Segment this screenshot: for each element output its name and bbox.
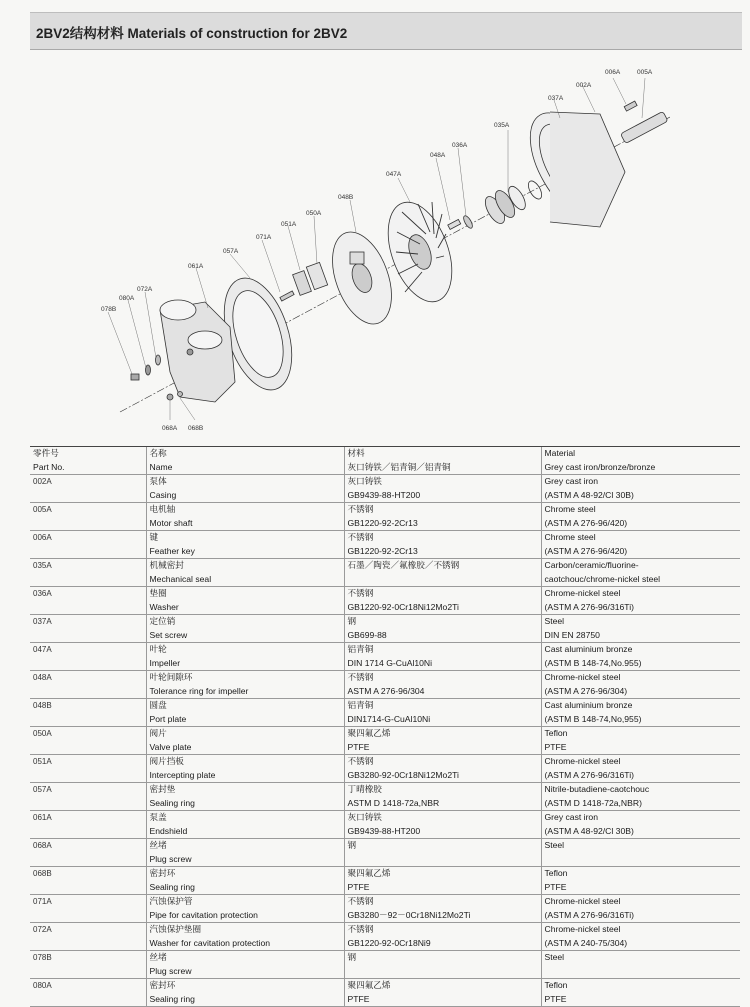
part-no: 071A (33, 897, 52, 906)
part-no-cell (30, 475, 146, 503)
part-no: 006A (33, 533, 52, 542)
material-en-line-2: (ASTM A 48-92/Cl 30B) (544, 825, 634, 836)
material-zh-line-2: ASTM D 1418-72a,NBR (347, 797, 440, 808)
part-no-cell (30, 811, 146, 839)
material-en-line-1: Grey cast iron (544, 476, 598, 486)
material-en-cell (541, 783, 740, 811)
header-material-zh-value: 灰口铸铁／铝青铜／铝青铜 (347, 461, 451, 472)
name-zh: 电机轴 (149, 504, 176, 514)
table-row (30, 559, 740, 587)
material-zh-line-1: 聚四氟乙烯 (347, 728, 391, 738)
material-zh-cell (344, 531, 541, 559)
material-en-line-2: PTFE (544, 741, 567, 752)
part-no-cell (30, 727, 146, 755)
material-en-cell (541, 615, 740, 643)
material-en-cell (541, 559, 740, 587)
material-en-cell (541, 531, 740, 559)
table-header-row (30, 447, 740, 475)
material-en-line-2: (ASTM B 148-74,No.955) (544, 657, 642, 668)
name-cell (146, 531, 344, 559)
part-no-cell (30, 755, 146, 783)
header-material-en-label: Material (544, 448, 576, 458)
material-zh-cell (344, 475, 541, 503)
part-no-cell (30, 699, 146, 727)
material-zh-cell (344, 867, 541, 895)
material-en-line-1: Carbon/ceramic/fluorine- (544, 560, 639, 570)
name-zh: 密封环 (149, 980, 176, 990)
part-no-cell (30, 783, 146, 811)
materials-table (30, 446, 740, 1007)
material-en-line-1: Steel (544, 616, 565, 626)
name-cell (146, 979, 344, 1007)
part-no-cell (30, 503, 146, 531)
header-part-no (30, 447, 146, 475)
table-row (30, 951, 740, 979)
diagram-label: 071A (256, 234, 272, 241)
part-no-cell (30, 559, 146, 587)
part-no-cell (30, 531, 146, 559)
material-en-line-2: DIN EN 28750 (544, 629, 600, 640)
material-en-line-1: Chrome-nickel steel (544, 756, 621, 766)
name-zh: 圆盘 (149, 700, 167, 710)
part-no-cell (30, 979, 146, 1007)
material-en-line-2: caotchouc/chrome-nickel steel (544, 573, 661, 584)
part-no-cell (30, 895, 146, 923)
material-en-line-1: Teflon (544, 728, 568, 738)
cavitation-pipe-part (280, 291, 294, 301)
header-name-zh: 名称 (149, 448, 167, 458)
name-cell (146, 643, 344, 671)
name-cell (146, 867, 344, 895)
material-zh-line-1: 灰口铸铁 (347, 476, 382, 486)
material-zh-cell (344, 727, 541, 755)
table-row (30, 727, 740, 755)
endshield-part (160, 300, 235, 402)
material-en-line-1: Chrome-nickel steel (544, 896, 621, 906)
name-zh: 汽蚀保护管 (149, 896, 193, 906)
name-cell (146, 923, 344, 951)
name-en: Sealing ring (149, 993, 195, 1004)
name-en: Endshield (149, 825, 188, 836)
name-en: Port plate (149, 713, 187, 724)
material-en-line-2: (ASTM A 276-96/420) (544, 545, 628, 556)
exploded-view-diagram (30, 52, 742, 437)
name-zh: 阀片挡板 (149, 756, 184, 766)
name-zh: 叶轮间隙环 (149, 672, 193, 682)
name-en: Casing (149, 489, 177, 500)
table-row (30, 839, 740, 867)
material-zh-cell (344, 671, 541, 699)
part-no: 002A (33, 477, 52, 486)
material-zh-line-1: 铝青铜 (347, 700, 374, 710)
name-cell (146, 587, 344, 615)
header-part-no-en: Part No. (33, 461, 65, 472)
material-en-line-2: (ASTM B 148-74,No,955) (544, 713, 642, 724)
part-no: 047A (33, 645, 52, 654)
table-row (30, 867, 740, 895)
material-zh-line-2: GB3280-92-0Cr18Ni12Mo2Ti (347, 769, 459, 780)
material-en-cell (541, 755, 740, 783)
part-no: 068B (33, 869, 52, 878)
name-cell (146, 727, 344, 755)
material-zh-cell (344, 587, 541, 615)
name-zh: 垫圈 (149, 588, 167, 598)
diagram-label: 051A (281, 221, 297, 228)
material-zh-cell (344, 615, 541, 643)
name-en: Mechanical seal (149, 573, 212, 584)
part-no-cell (30, 839, 146, 867)
diagram-label: 057A (223, 248, 239, 255)
name-zh: 定位销 (149, 616, 176, 626)
name-en: Washer (149, 601, 179, 612)
name-zh: 汽蚀保护垫圈 (149, 924, 202, 934)
material-zh-line-2: GB9439-88-HT200 (347, 489, 421, 500)
name-cell (146, 783, 344, 811)
material-zh-cell (344, 811, 541, 839)
material-zh-line-1: 不锈钢 (347, 896, 374, 906)
name-zh: 阀片 (149, 728, 167, 738)
material-zh-line-2: ASTM A 276-96/304 (347, 685, 425, 696)
part-no: 035A (33, 561, 52, 570)
part-no: 078B (33, 953, 52, 962)
material-en-line-1: Chrome steel (544, 504, 596, 514)
header-name-en: Name (149, 461, 173, 472)
name-cell (146, 503, 344, 531)
table-row (30, 783, 740, 811)
table-row (30, 643, 740, 671)
set-screw-part (448, 219, 461, 229)
plug-screw-part (131, 374, 139, 380)
diagram-label: 005A (637, 69, 653, 76)
material-en-line-1: Chrome-nickel steel (544, 672, 621, 682)
casing-part (514, 100, 626, 234)
material-zh-line-2: GB3280－92－0Cr18Ni12Mo2Ti (347, 909, 471, 920)
material-zh-cell (344, 503, 541, 531)
material-zh-line-1: 不锈钢 (347, 588, 374, 598)
table-row (30, 811, 740, 839)
part-no: 057A (33, 785, 52, 794)
material-zh-line-1: 铝青铜 (347, 644, 374, 654)
part-no: 068A (33, 841, 52, 850)
diagram-label: 047A (386, 171, 402, 178)
name-en: Pipe for cavitation protection (149, 909, 258, 920)
material-zh-cell (344, 783, 541, 811)
material-zh-line-1: 钢 (347, 840, 357, 850)
diagram-label: 068B (188, 425, 204, 432)
part-no-cell (30, 951, 146, 979)
material-en-cell (541, 643, 740, 671)
material-en-cell (541, 923, 740, 951)
material-zh-line-1: 不锈钢 (347, 672, 374, 682)
name-cell (146, 951, 344, 979)
table-row (30, 923, 740, 951)
name-cell (146, 559, 344, 587)
name-cell (146, 699, 344, 727)
name-en: Plug screw (149, 853, 192, 864)
material-en-line-1: Teflon (544, 980, 568, 990)
name-en: Sealing ring (149, 881, 195, 892)
diagram-label: 068A (162, 425, 178, 432)
part-no: 061A (33, 813, 52, 822)
material-zh-line-1: 不锈钢 (347, 504, 374, 514)
table-row (30, 671, 740, 699)
material-en-cell (541, 951, 740, 979)
diagram-label: 048A (430, 152, 446, 159)
header-part-no-zh: 零件号 (33, 448, 59, 458)
material-zh-cell (344, 923, 541, 951)
material-zh-line-2: GB1220-92-0Cr18Ni12Mo2Ti (347, 601, 459, 612)
material-en-cell (541, 867, 740, 895)
part-no-cell (30, 923, 146, 951)
name-zh: 泵盖 (149, 812, 167, 822)
material-en-line-1: Chrome-nickel steel (544, 588, 621, 598)
part-no: 051A (33, 757, 52, 766)
part-no: 037A (33, 617, 52, 626)
table-row (30, 699, 740, 727)
header-material-en-value: Grey cast iron/bronze/bronze (544, 461, 656, 472)
material-zh-line-2: PTFE (347, 993, 370, 1004)
material-en-line-2: PTFE (544, 881, 567, 892)
material-zh-cell (344, 643, 541, 671)
diagram-label: 002A (576, 82, 592, 89)
header-name (146, 447, 344, 475)
table-row (30, 895, 740, 923)
table-row (30, 615, 740, 643)
part-no-cell (30, 587, 146, 615)
page-title: 2BV2结构材料 Materials of construction for 2BV2 (36, 26, 348, 41)
name-en: Washer for cavitation protection (149, 937, 271, 948)
name-zh: 键 (149, 532, 159, 542)
material-en-cell (541, 839, 740, 867)
material-en-cell (541, 699, 740, 727)
diagram-label: 036A (452, 142, 468, 149)
material-en-cell (541, 979, 740, 1007)
material-en-line-1: Chrome steel (544, 532, 596, 542)
material-zh-cell (344, 559, 541, 587)
material-zh-line-1: 不锈钢 (347, 924, 374, 934)
sealing-ring-small-part (146, 365, 151, 375)
table-row (30, 979, 740, 1007)
diagram-label: 050A (306, 210, 322, 217)
diagram-label: 035A (494, 122, 510, 129)
part-no: 005A (33, 505, 52, 514)
name-cell (146, 839, 344, 867)
material-en-cell (541, 727, 740, 755)
diagram-label: 037A (548, 95, 564, 102)
diagram-label: 078B (101, 306, 117, 313)
material-en-line-2: (ASTM A 276-96/420) (544, 517, 628, 528)
part-no-cell (30, 643, 146, 671)
material-en-line-2: (ASTM A 48-92/Cl 30B) (544, 489, 634, 500)
material-en-cell (541, 895, 740, 923)
washer-small-part (156, 355, 161, 365)
material-zh-line-1: 聚四氟乙烯 (347, 868, 391, 878)
material-zh-line-1: 丁晴橡胶 (347, 784, 382, 794)
name-en: Set screw (149, 629, 188, 640)
plug-screw-lower-part (167, 394, 173, 400)
material-en-cell (541, 587, 740, 615)
material-en-line-2: PTFE (544, 993, 567, 1004)
material-zh-line-2: PTFE (347, 881, 370, 892)
table-row (30, 755, 740, 783)
feather-key-part (624, 101, 637, 111)
material-en-line-1: Nitrile-butadiene-caotchouc (544, 784, 650, 794)
material-zh-line-1: 灰口铸铁 (347, 812, 382, 822)
name-zh: 密封垫 (149, 784, 176, 794)
diagram-label: 006A (605, 69, 621, 76)
material-en-line-1: Cast aluminium bronze (544, 700, 633, 710)
material-en-line-1: Teflon (544, 868, 568, 878)
material-en-line-1: Steel (544, 952, 565, 962)
material-en-line-2: (ASTM A 240-75/304) (544, 937, 628, 948)
part-no: 072A (33, 925, 52, 934)
part-no-cell (30, 671, 146, 699)
name-cell (146, 811, 344, 839)
header-material-zh-label: 材料 (347, 448, 365, 458)
name-en: Sealing ring (149, 797, 195, 808)
name-cell (146, 895, 344, 923)
material-en-line-1: Cast aluminium bronze (544, 644, 633, 654)
part-no-cell (30, 867, 146, 895)
material-zh-line-1: 钢 (347, 952, 357, 962)
material-en-line-2: (ASTM A 276-96/304) (544, 685, 628, 696)
washer-part (462, 214, 474, 229)
name-cell (146, 755, 344, 783)
name-zh: 丝堵 (149, 840, 167, 850)
name-zh: 泵体 (149, 476, 167, 486)
motor-shaft-part (620, 111, 668, 143)
table-row (30, 475, 740, 503)
material-zh-line-1: 不锈钢 (347, 756, 374, 766)
material-en-cell (541, 475, 740, 503)
diagram-label: 072A (137, 286, 153, 293)
name-en: Motor shaft (149, 517, 193, 528)
material-zh-line-2: PTFE (347, 741, 370, 752)
diagram-label: 061A (188, 263, 204, 270)
diagram-label: 048B (338, 194, 354, 201)
material-zh-line-2: GB1220-92-0Cr18Ni9 (347, 937, 431, 948)
section-header (30, 12, 742, 50)
part-no: 048A (33, 673, 52, 682)
valve-plate-part (293, 262, 328, 295)
material-zh-line-2: GB1220-92-2Cr13 (347, 545, 418, 556)
part-no: 050A (33, 729, 52, 738)
material-zh-line-2: GB1220-92-2Cr13 (347, 517, 418, 528)
material-en-line-1: Grey cast iron (544, 812, 598, 822)
part-no: 080A (33, 981, 52, 990)
material-zh-cell (344, 699, 541, 727)
name-zh: 密封环 (149, 868, 176, 878)
name-zh: 丝堵 (149, 952, 167, 962)
material-en-line-2: (ASTM A 276-96/316Ti) (544, 601, 634, 612)
name-en: Impeller (149, 657, 181, 668)
part-no: 048B (33, 701, 52, 710)
material-en-line-2: (ASTM A 276-96/316Ti) (544, 769, 634, 780)
name-en: Valve plate (149, 741, 192, 752)
material-en-line-2: (ASTM A 276-96/316Ti) (544, 909, 634, 920)
header-material-zh (344, 447, 541, 475)
mechanical-seal-part (481, 179, 544, 227)
name-en: Intercepting plate (149, 769, 216, 780)
name-zh: 叶轮 (149, 644, 167, 654)
material-zh-line-2: DIN 1714 G-CuAl10Ni (347, 657, 433, 668)
material-zh-cell (344, 839, 541, 867)
material-en-cell (541, 811, 740, 839)
name-en: Feather key (149, 545, 195, 556)
table-row (30, 587, 740, 615)
material-zh-cell (344, 979, 541, 1007)
header-material-en (541, 447, 740, 475)
table-row (30, 503, 740, 531)
material-en-line-2: (ASTM D 1418-72a,NBR) (544, 797, 642, 808)
material-zh-line-2: DIN1714-G-CuAl10Ni (347, 713, 431, 724)
material-zh-line-1: 不锈钢 (347, 532, 374, 542)
material-en-line-1: Steel (544, 840, 565, 850)
material-zh-line-1: 聚四氟乙烯 (347, 980, 391, 990)
material-zh-cell (344, 951, 541, 979)
material-zh-line-2: GB9439-88-HT200 (347, 825, 421, 836)
name-en: Tolerance ring for impeller (149, 685, 249, 696)
material-zh-cell (344, 895, 541, 923)
material-zh-line-1: 石墨／陶瓷／氟橡胶／不锈钢 (347, 560, 460, 570)
table-row (30, 531, 740, 559)
material-zh-line-2: GB699-88 (347, 629, 387, 640)
material-en-cell (541, 671, 740, 699)
name-zh: 机械密封 (149, 560, 184, 570)
material-en-cell (541, 503, 740, 531)
material-zh-line-1: 钢 (347, 616, 357, 626)
part-no: 036A (33, 589, 52, 598)
name-cell (146, 671, 344, 699)
name-cell (146, 475, 344, 503)
name-cell (146, 615, 344, 643)
material-zh-cell (344, 755, 541, 783)
diagram-label: 080A (119, 295, 135, 302)
material-en-line-1: Chrome-nickel steel (544, 924, 621, 934)
part-no-cell (30, 615, 146, 643)
name-en: Plug screw (149, 965, 192, 976)
